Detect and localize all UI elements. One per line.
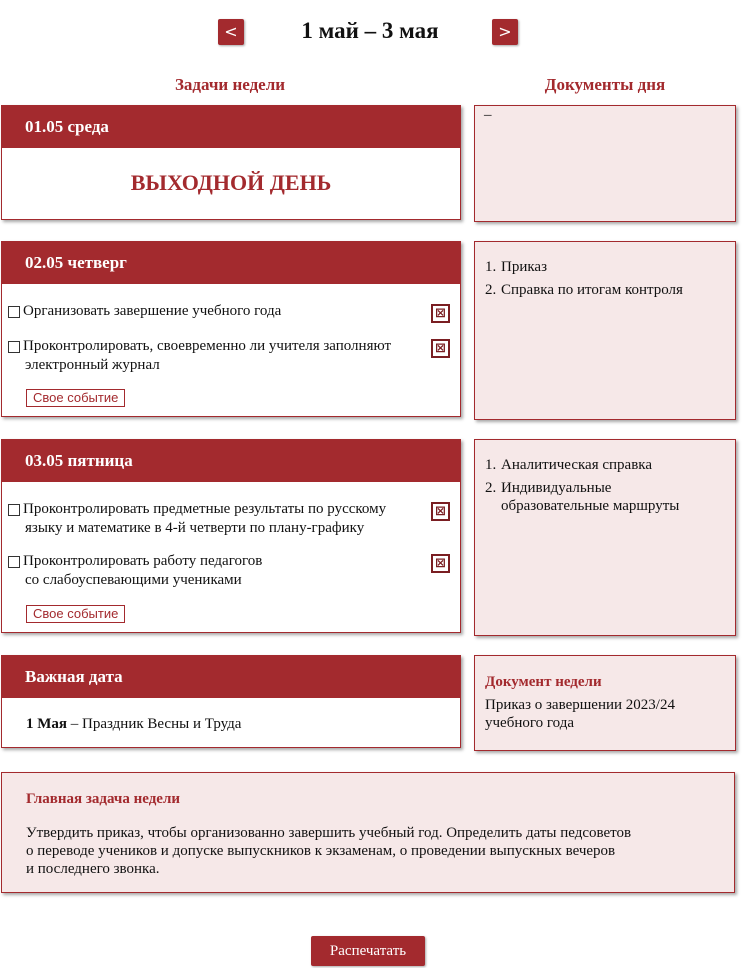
task-text: Проконтролировать, своевременно ли учителя заполняют bbox=[23, 338, 392, 354]
doc-title: Индивидуальные bbox=[501, 480, 612, 496]
doc-number: 1. bbox=[485, 259, 497, 275]
day-docs-thursday bbox=[474, 241, 736, 420]
task-item bbox=[2, 302, 460, 321]
no-docs-dash: – bbox=[484, 107, 492, 123]
day-card-friday bbox=[1, 439, 461, 633]
task-checkbox[interactable] bbox=[8, 556, 20, 568]
day-docs-friday bbox=[474, 439, 736, 636]
day-header: 02.05 четверг bbox=[2, 242, 460, 284]
task-checkbox[interactable] bbox=[8, 306, 20, 318]
doc-item[interactable] bbox=[485, 258, 727, 276]
docs-list bbox=[485, 456, 727, 520]
main-task-line: Утвердить приказ, чтобы организованно завершить учебный год. Определить даты педсоветов bbox=[26, 825, 632, 841]
task-item bbox=[2, 552, 460, 590]
doc-item[interactable] bbox=[485, 281, 727, 299]
task-text-continued: со слабоуспевающими учениками bbox=[25, 572, 242, 588]
delete-task-icon[interactable]: ⊠ bbox=[431, 339, 450, 358]
doc-title: Приказ bbox=[501, 259, 548, 275]
main-task-line: о переводе учеников и допуске выпускников к экзаменам, о проведении выпускных вечеров bbox=[26, 843, 616, 859]
important-date-separator: – bbox=[67, 716, 83, 732]
tasks-column-heading: Задачи недели bbox=[174, 75, 286, 94]
task-item bbox=[2, 337, 460, 375]
day-off-label: ВЫХОДНОЙ ДЕНЬ bbox=[130, 170, 332, 195]
main-task-text bbox=[26, 824, 686, 878]
task-checkbox[interactable] bbox=[8, 504, 20, 516]
week-document-title: Документ недели bbox=[485, 674, 602, 690]
delete-task-icon[interactable]: ⊠ bbox=[431, 304, 450, 323]
day-header: 03.05 пятница bbox=[2, 440, 460, 482]
doc-title-continued: образовательные маршруты bbox=[501, 498, 680, 514]
docs-column-heading: Документы дня bbox=[544, 75, 666, 94]
doc-number: 2. bbox=[485, 480, 497, 496]
day-docs-wednesday bbox=[474, 105, 736, 222]
doc-item[interactable] bbox=[485, 479, 727, 515]
task-checkbox[interactable] bbox=[8, 341, 20, 353]
next-week-button[interactable]: > bbox=[492, 19, 518, 45]
week-document-text: Приказ о завершении 2023/24 bbox=[485, 697, 675, 713]
task-text: Проконтролировать предметные результаты по русскому bbox=[23, 501, 387, 517]
day-card-thursday bbox=[1, 241, 461, 417]
important-date-body bbox=[26, 715, 241, 733]
doc-title: Аналитическая справка bbox=[501, 457, 652, 473]
add-own-event-button[interactable]: Свое событие bbox=[26, 389, 125, 407]
week-document-card bbox=[474, 655, 736, 751]
delete-task-icon[interactable]: ⊠ bbox=[431, 554, 450, 573]
week-document-link[interactable] bbox=[485, 696, 725, 732]
task-item bbox=[2, 500, 460, 538]
important-date-header: Важная дата bbox=[2, 656, 460, 698]
important-date-day: 1 Мая bbox=[26, 716, 68, 732]
task-text-continued: языку и математике в 4-й четверти по плану-графику bbox=[25, 520, 365, 536]
day-header: 01.05 среда bbox=[2, 106, 460, 148]
task-text: Проконтролировать работу педагогов bbox=[23, 553, 263, 569]
doc-item[interactable] bbox=[485, 456, 727, 474]
add-own-event-button[interactable]: Свое событие bbox=[26, 605, 125, 623]
main-task-card bbox=[1, 772, 735, 893]
day-card-wednesday bbox=[1, 105, 461, 220]
important-date-card bbox=[1, 655, 461, 748]
important-date-description: Праздник Весны и Труда bbox=[82, 716, 242, 732]
doc-title: Справка по итогам контроля bbox=[501, 282, 683, 298]
task-text: Организовать завершение учебного года bbox=[23, 303, 282, 319]
week-document-text-continued: учебного года bbox=[485, 715, 575, 731]
main-task-title: Главная задача недели bbox=[26, 791, 181, 807]
main-task-line: и последнего звонка. bbox=[26, 861, 160, 877]
docs-list bbox=[485, 258, 727, 304]
print-button[interactable]: Распечатать bbox=[311, 936, 425, 966]
doc-number: 2. bbox=[485, 282, 497, 298]
doc-number: 1. bbox=[485, 457, 497, 473]
prev-week-button[interactable]: < bbox=[218, 19, 244, 45]
task-text-continued: электронный журнал bbox=[25, 357, 160, 373]
delete-task-icon[interactable]: ⊠ bbox=[431, 502, 450, 521]
date-range-title: 1 май – 3 мая bbox=[301, 18, 439, 43]
